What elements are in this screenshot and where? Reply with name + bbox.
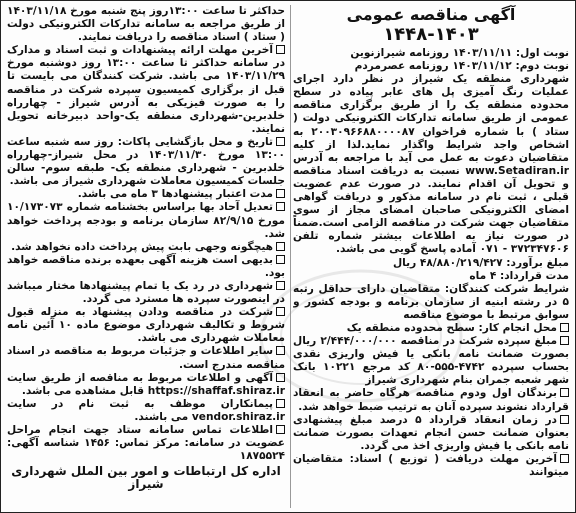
list-item: مدت اعتبار پیشنهادها ۳ ماه می باشد. bbox=[7, 188, 285, 201]
checkbox-icon bbox=[560, 388, 569, 397]
list-item: برندگان اول ودوم مناقصه هرگاه حاضر به انعقاد قرارداد نشوند سپرده آنان به ترتیب ضبط خواهد شد. bbox=[293, 387, 569, 413]
checkbox-icon bbox=[276, 281, 285, 290]
continuation-text: حداکثر تا ساعت ۱۳:۰۰روز پنج شنبه مورخ ۱۴۰۳/۱۱/۱۸ از طریق مراجعه به سامانه تدارکات الکترونیکی دولت ( ستاد ) اسناد مناقصه را دریافت نمایند. bbox=[7, 5, 285, 44]
right-column bbox=[293, 5, 569, 508]
first-publish: نوبت اول: ۱۴۰۳/۱۱/۱۱ روزنامه شیرازنوین bbox=[350, 47, 569, 59]
list-item: شهرداری در رد یک یا تمام پیشنهادها مختار میباشد در اینصورت سپرده ها مسترد می گردد. bbox=[7, 279, 285, 306]
checkbox-icon bbox=[276, 346, 285, 355]
checkbox-icon bbox=[560, 336, 569, 345]
checkbox-icon bbox=[276, 189, 285, 198]
checkbox-icon bbox=[276, 307, 285, 316]
list-item: هیچگونه وجهی بابت پیش پرداخت داده نخواهد شد. bbox=[7, 241, 285, 254]
checkbox-icon bbox=[560, 415, 569, 424]
checkbox-icon bbox=[276, 242, 285, 251]
list-item: مبلغ سپرده شرکت در مناقصه ۲/۴۴۴/۰۰۰/۰۰۰ ریال بصورت ضمانت نامه بانکی یا فیش واریزی نقدی بحساب سپرده ۴۷۴۲-۵۵۵-۸۰ کد مرجع ۱۰۲۲۱ بانک شهر شعبه جمران بنام شهرداری شیراز bbox=[293, 335, 569, 387]
issuer-footer: اداره کل ارتباطات و امور بین الملل شهرداری شیراز bbox=[11, 464, 281, 492]
list-item: اطلاعات تماس سامانه ستاد جهت انجام مراحل عضویت در سامانه: مرکز تماس: ۱۴۵۶ شناسه آگهی: ۱۸۷۵۵۲۴ bbox=[7, 424, 285, 463]
checkbox-icon bbox=[276, 399, 285, 408]
list-item: تاریخ و محل بازگشایی پاکات: روز سه شنبه ساعت ۱۳:۰۰ مورخ ۱۴۰۳/۱۱/۳۰ در محل شیراز-چهارراه خلدبرین - شهرداری منطقه یک- طبقه سوم- سالن جلسات کمیسیون معاملات شهرداری شیراز می باشد. bbox=[7, 135, 285, 188]
list-item: بدیهی است هزینه آگهی بعهده برنده مناقصه خواهد بود. bbox=[7, 253, 285, 279]
list-item: آخرین مهلت ارائه پیشنهادات و ثبت اسناد و مدارک در سامانه حداکثر تا ساعت ۱۳:۰۰ روز دوشنبه مورخ ۱۴۰۳/۱۱/۲۹ می باشد. شرکت کنندگان می بایست تا قبل از برگزاری کمیسیون سپرده شرکت در مناقصه را به صورت فیزیکی به آدرس شیراز - چهارراه خلدبرین-شهرداری منطقه یک-واحد دبیرخانه تحویل نمایند. bbox=[7, 44, 285, 135]
checkbox-icon bbox=[276, 137, 285, 146]
checkbox-icon bbox=[276, 373, 285, 382]
checkbox-icon bbox=[276, 202, 285, 211]
checkbox-icon bbox=[276, 425, 285, 434]
checkbox-icon bbox=[560, 454, 569, 463]
list-item: آگهی و اطلاعات مربوط به مناقصه از طریق سایت https://shaffaf.shiraz.ir قابل مشاهده می باشد. bbox=[7, 371, 285, 397]
second-publish: نوبت دوم: ۱۴۰۳/۱۱/۱۲ روزنامه عصرمردم bbox=[354, 60, 569, 73]
column-divider bbox=[290, 5, 291, 508]
intro-paragraph: شهرداری منطقه یک شیراز در نظر دارد اجرای عملیات رنگ آمیزی پل های عابر پیاده در سطح محدوده منطقه یک را از طریق برگزاری مناقصه عمومی از طریق سامانه تدارکات الکترونیکی دولت ( ستاد ) با شماره فراخوان ۲۰۰۳۰۹۶۶۸۸۰۰۰۰۸۷ به اشخاص واجد شرایط واگذار نماید.لذا از کلیه متقاضیان دعوت به عمل می آید با مراجعه به آدرس www.Setadiran.ir نسبت به دریافت اسناد مناقصه و تحویل آن اقدام نمایند. در صورت عدم عضویت قبلی ، ثبت نام در سامانه مذکور و دریافت گواهی امضای الکترونیکی صاحبان امضای مجاز از سوی متقاضیان جهت شرکت در مناقصه الزامی است.ضمناً در صورت نیاز به اطلاعات بیشتر شماره تلفن ۳۷۲۳۴۷۶۰۶ - ۰۷۱ آماده پاسخ گویی می باشد. bbox=[293, 73, 569, 256]
list-item: محل انجام کار: سطح محدوده منطقه یک bbox=[293, 322, 569, 335]
left-column bbox=[7, 5, 285, 508]
list-item: سایر اطلاعات و جزئیات مربوط به مناقصه در اسناد مناقصه مندرج است. bbox=[7, 345, 285, 371]
list-item: در زمان انعقاد قرارداد ۵ درصد مبلغ پیشنهادی بعنوان ضمانت حسن انجام تعهدات بصورت ضمانت نامه بانکی یا فیش واریزی اخذ می گردد. bbox=[293, 413, 569, 452]
list-item: تعدیل آحاد بها براساس بخشنامه شماره ۱۰/۱۷۳۰۷۳ مورخ ۸۲/۹/۱۵ سازمان برنامه و بودجه پرداخت خواهد شد. bbox=[7, 201, 285, 240]
list-item: شرکت در مناقصه ودادن پیشنهاد به منزله قبول شروط و تکالیف شهرداری موضوع ماده ۱۰ آئین نامه معاملات شهرداری می باشد. bbox=[7, 306, 285, 345]
checkbox-icon bbox=[276, 255, 285, 264]
estimate-text: مبلغ برآورد: ۴۸/۸۸۰/۲۱۹/۴۲۷ ریال bbox=[392, 256, 569, 269]
duration-text: مدت قرارداد: ۴ ماه bbox=[469, 269, 569, 282]
checkbox-icon bbox=[560, 323, 569, 332]
notice-number: ۱۴۴۸-۱۴۰۳ bbox=[383, 24, 479, 45]
list-item: آخرین مهلت دریافت ( توزیع ) اسناد: متقاضیان میتوانند bbox=[293, 452, 569, 478]
checkbox-icon bbox=[276, 45, 285, 54]
list-item: پیمانکاران موظف به ثبت نام در سایت vendor.shiraz.ir می باشند. bbox=[7, 397, 285, 423]
conditions-text: شرایط شرکت کنندگان: متقاضیان دارای حداقل رتبه ۵ در رشته ابنیه از سازمان برنامه و بودجه کشور و سوابق مرتبط با موضوع مناقصه bbox=[293, 282, 569, 321]
notice-title: آگهی مناقصه عمومی bbox=[346, 5, 516, 24]
